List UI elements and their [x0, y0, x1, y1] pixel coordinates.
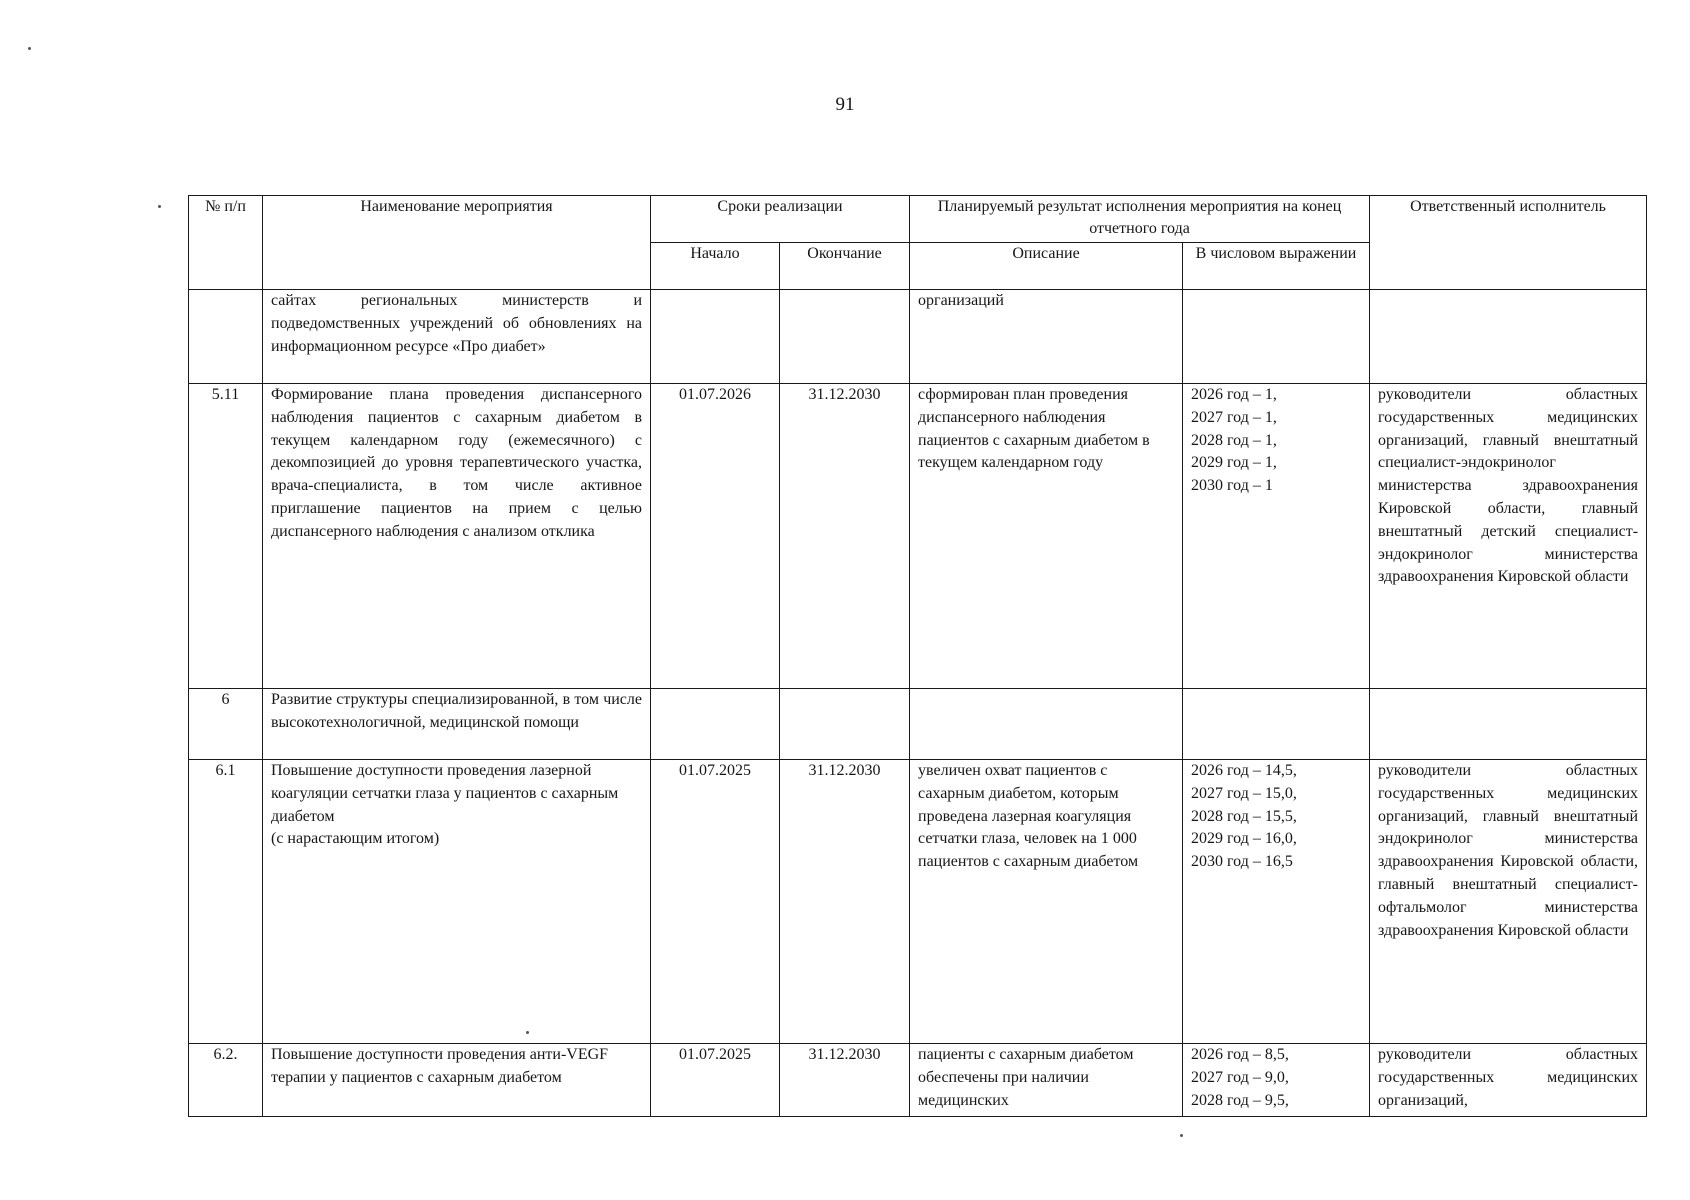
row-description: увеличен охват пациентов с сахарным диабетом, которым проведена лазерная коагуляция сетчатки глаза, человек на 1 000 пациентов с сахарным диабетом: [910, 760, 1183, 1044]
row-description: организаций: [910, 290, 1183, 384]
row-description: пациенты с сахарным диабетом обеспечены при наличии медицинских: [910, 1044, 1183, 1117]
scan-speck: [28, 47, 31, 50]
scan-speck: [158, 205, 161, 208]
header-end: Окончание: [780, 243, 910, 290]
header-numeric: В числовом выражении: [1183, 243, 1370, 290]
row-name: Повышение доступности проведения анти-VEGF терапии у пациентов с сахарным диабетом: [263, 1044, 651, 1117]
row-num: 6: [189, 689, 263, 760]
row-numeric: 2026 год – 14,5, 2027 год – 15,0, 2028 год – 15,5, 2029 год – 16,0, 2030 год – 16,5: [1183, 760, 1370, 1044]
row-num: 5.11: [189, 384, 263, 689]
table-row: [189, 760, 1647, 1044]
row-end: 31.12.2030: [780, 1044, 910, 1117]
scan-speck: [526, 1031, 529, 1034]
row-name: Повышение доступности проведения лазерной коагуляции сетчатки глаза у пациентов с сахарным диабетом (с нарастающим итогом): [263, 760, 651, 1044]
row-end: 31.12.2030: [780, 760, 910, 1044]
row-end: [780, 689, 910, 760]
header-name: Наименование мероприятия: [263, 196, 651, 290]
row-numeric: 2026 год – 8,5, 2027 год – 9,0, 2028 год – 9,5,: [1183, 1044, 1370, 1117]
row-end: 31.12.2030: [780, 384, 910, 689]
table-row: [189, 689, 1647, 760]
row-responsible: руководители областных государственных медицинских организаций, главный внештатный специалист-эндокринолог министерства здравоохранения Кировской области, главный внештатный детский специалист-эндокринолог министерства здравоохранения Кировской области: [1370, 384, 1647, 689]
table-row: [189, 384, 1647, 689]
row-start: 01.07.2026: [651, 384, 780, 689]
row-start: 01.07.2025: [651, 760, 780, 1044]
row-responsible: руководители областных государственных медицинских организаций, главный внештатный эндокринолог министерства здравоохранения Кировской области, главный внештатный специалист-офтальмолог министерства здравоохранения Кировской области: [1370, 760, 1647, 1044]
header-num: № п/п: [189, 196, 263, 290]
row-name: Формирование плана проведения диспансерного наблюдения пациентов с сахарным диабетом в текущем календарном году (ежемесячного) с декомпозицией до уровня терапевтического участка, врача-специалиста, в том числе активное приглашение пациентов на прием с целью диспансерного наблюдения с анализом отклика: [263, 384, 651, 689]
row-num: [189, 290, 263, 384]
header-period: Сроки реализации: [651, 196, 910, 243]
activities-table: [188, 195, 1647, 1117]
row-responsible: руководители областных государственных медицинских организаций,: [1370, 1044, 1647, 1117]
row-name: сайтах региональных министерств и подведомственных учреждений об обновлениях на информационном ресурсе «Про диабет»: [263, 290, 651, 384]
row-numeric: [1183, 689, 1370, 760]
page-number: 91: [835, 94, 855, 115]
row-description: [910, 689, 1183, 760]
row-numeric: [1183, 290, 1370, 384]
row-num: 6.2.: [189, 1044, 263, 1117]
row-description: сформирован план проведения диспансерного наблюдения пациентов с сахарным диабетом в текущем календарном году: [910, 384, 1183, 689]
table-row: [189, 290, 1647, 384]
header-description: Описание: [910, 243, 1183, 290]
row-start: [651, 290, 780, 384]
row-name: Развитие структуры специализированной, в том числе высокотехнологичной, медицинской помощи: [263, 689, 651, 760]
row-responsible: [1370, 689, 1647, 760]
row-start: 01.07.2025: [651, 1044, 780, 1117]
header-result: Планируемый результат исполнения мероприятия на конец отчетного года: [910, 196, 1370, 243]
scan-speck: [1180, 1134, 1183, 1137]
row-end: [780, 290, 910, 384]
row-numeric: 2026 год – 1, 2027 год – 1, 2028 год – 1, 2029 год – 1, 2030 год – 1: [1183, 384, 1370, 689]
row-responsible: [1370, 290, 1647, 384]
table-row: [189, 1044, 1647, 1117]
header-responsible: Ответственный исполнитель: [1370, 196, 1647, 290]
row-num: 6.1: [189, 760, 263, 1044]
row-start: [651, 689, 780, 760]
header-start: Начало: [651, 243, 780, 290]
